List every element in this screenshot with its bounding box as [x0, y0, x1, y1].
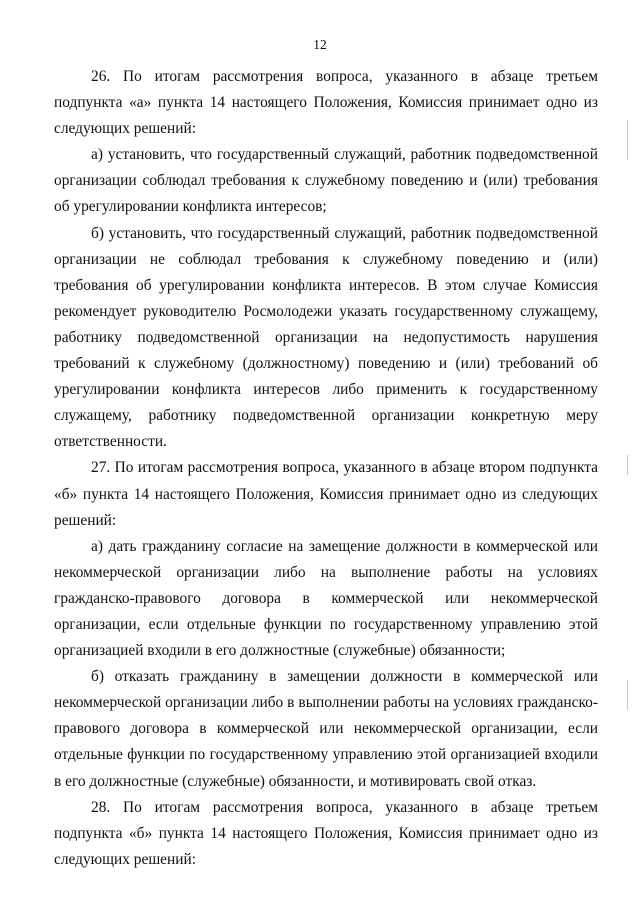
paragraph-27: 27. По итогам рассмотрения вопроса, указанного в абзаце втором подпункта «б» пункта 14 настоящего Положения, Комиссия принимает одно из следующих решений:: [54, 459, 598, 529]
paragraph-26: 26. По итогам рассмотрения вопроса, указанного в абзаце третьем подпункта «а» пункта 14 настоящего Положения, Комиссия принимает одно из следующих решений:: [54, 68, 598, 138]
paragraph-27-b: б) отказать гражданину в замещении должности в коммерческой или некоммерческой организации либо в выполнении работы на условиях гражданско-правового договора в коммерческой или некоммерческой организации, если отдельные функции по государственному управлению этой организацией входили в его должностные (служебные) обязанности, и мотивировать свой отказ.: [54, 668, 598, 790]
paragraph-26-b: б) установить, что государственный служащий, работник подведомственной организации не соблюдал требования к служебному поведению и (или) требования об урегулировании конфликта интересов. В этом случае Комиссия рекомендует руководителю Росмолодежи указать государственному служащему, работнику подведомственной организации на недопустимость нарушения требований к служебному (должностному) поведению и (или) требований об урегулировании конфликта интересов либо применить к государственному служащему, работнику подведомственной организации конкретную меру ответственности.: [54, 224, 598, 451]
scan-edge-mark: [627, 680, 628, 710]
paragraph-27-a: а) дать гражданину согласие на замещение должности в коммерческой или некоммерческой организации либо на выполнение работы на условиях гражданско-правового договора в коммерческой или некоммерческой организации, если отдельные функции по государственному управлению этой организацией входили в его должностные (служебные) обязанности;: [54, 537, 598, 660]
page-number: 12: [313, 37, 327, 52]
paragraph-28: 28. По итогам рассмотрения вопроса, указанного в абзаце третьем подпункта «б» пункта 14 настоящего Положения, Комиссия принимает одно из следующих решений:: [54, 798, 598, 868]
document-body: [54, 64, 598, 873]
paragraph-26-a: а) установить, что государственный служащий, работник подведомственной организации соблюдал требования к служебному поведению и (или) требования об урегулировании конфликта интересов;: [54, 146, 598, 216]
scan-edge-mark: [627, 120, 628, 160]
scan-edge-mark: [627, 455, 628, 475]
